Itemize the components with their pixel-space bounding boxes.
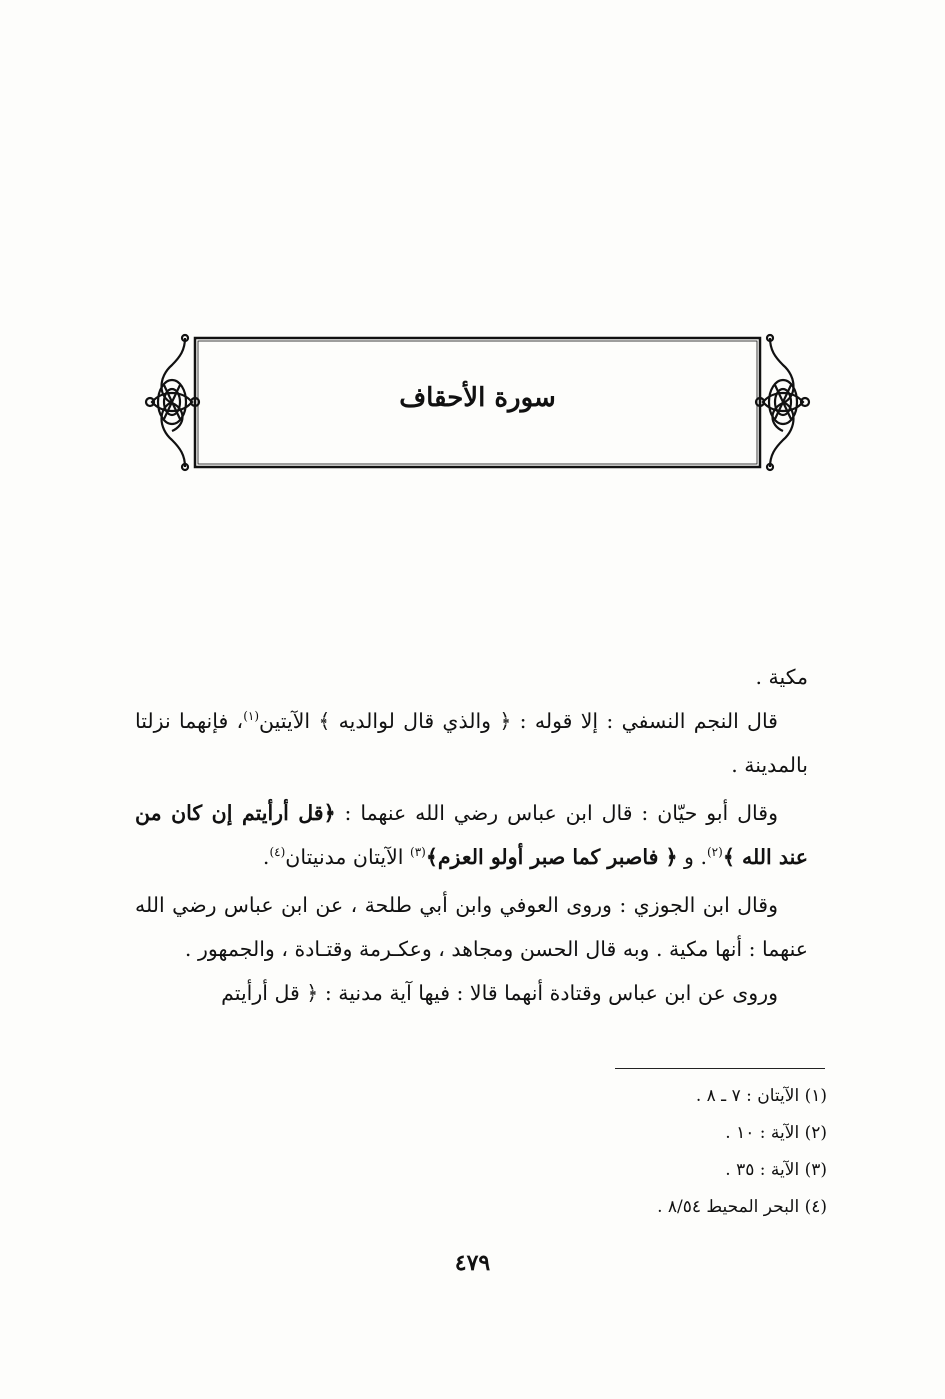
- footnote-ref-4: (٤): [269, 845, 286, 860]
- footnotes: [427, 1078, 827, 1226]
- surah-title: سورة الأحقاف: [399, 383, 556, 413]
- ibn-jawzi-text: وقال ابن الجوزي : وروى العوفي وابن أبي طلحة ، عن ابن عباس رضي الله عنهما : أنها مكية . وبه قال الحسن ومجاهد ، وعكـرمة وقتـادة ، والجمهور .: [135, 893, 808, 961]
- nasafi-text: قال النجم النسفي : إلا قوله : ﴿ والذي قال لوالديه ﴾ الآيتين: [259, 709, 778, 733]
- abu-hayyan-period: .: [262, 845, 270, 869]
- footnote-ref-1: (١): [243, 709, 260, 724]
- verse-qul-araaytum: ﴿قل أرأيتم إن كان من عند الله ﴾: [135, 801, 808, 869]
- footnote-separator: [615, 1068, 825, 1069]
- footnote-ref-2: (٢): [706, 845, 723, 860]
- footnote-ref-3: (٣): [410, 845, 426, 860]
- ibn-abbas-text: وروى عن ابن عباس وقتادة أنهما قالا : فيها آية مدنية : ﴿ قل أرأيتم: [221, 981, 778, 1005]
- main-text: [135, 655, 808, 1015]
- abu-hayyan-connector: . و: [677, 845, 707, 869]
- page-number: ٤٧٩: [454, 1250, 491, 1276]
- paragraph-makkiyya: مكية .: [755, 665, 808, 689]
- abu-hayyan-text: وقال أبو حيّان : قال ابن عباس رضي الله عنهما :: [335, 801, 778, 825]
- verse-fasbir: ﴿ فاصبر كما صبر أولو العزم﴾: [425, 845, 678, 869]
- nasafi-text-end: ، فإنهما نزلتا بالمدينة .: [135, 709, 808, 777]
- abu-hayyan-tail: الآيتان مدنيتان: [285, 845, 411, 869]
- footnote-3: (٣) الآية : ٣٥ .: [725, 1160, 827, 1180]
- footnote-2: (٢) الآية : ١٠ .: [725, 1123, 827, 1143]
- paragraph-abu-hayyan: [135, 791, 808, 879]
- paragraph-ibn-abbas: [135, 971, 808, 1015]
- paragraph-ibn-jawzi: [135, 883, 808, 971]
- surah-title-frame: [140, 325, 815, 480]
- footnote-4: (٤) البحر المحيط ٨/٥٤ .: [657, 1197, 827, 1217]
- paragraph-nasafi: [135, 699, 808, 787]
- footnote-1: (١) الآيتان : ٧ ـ ٨ .: [695, 1086, 827, 1106]
